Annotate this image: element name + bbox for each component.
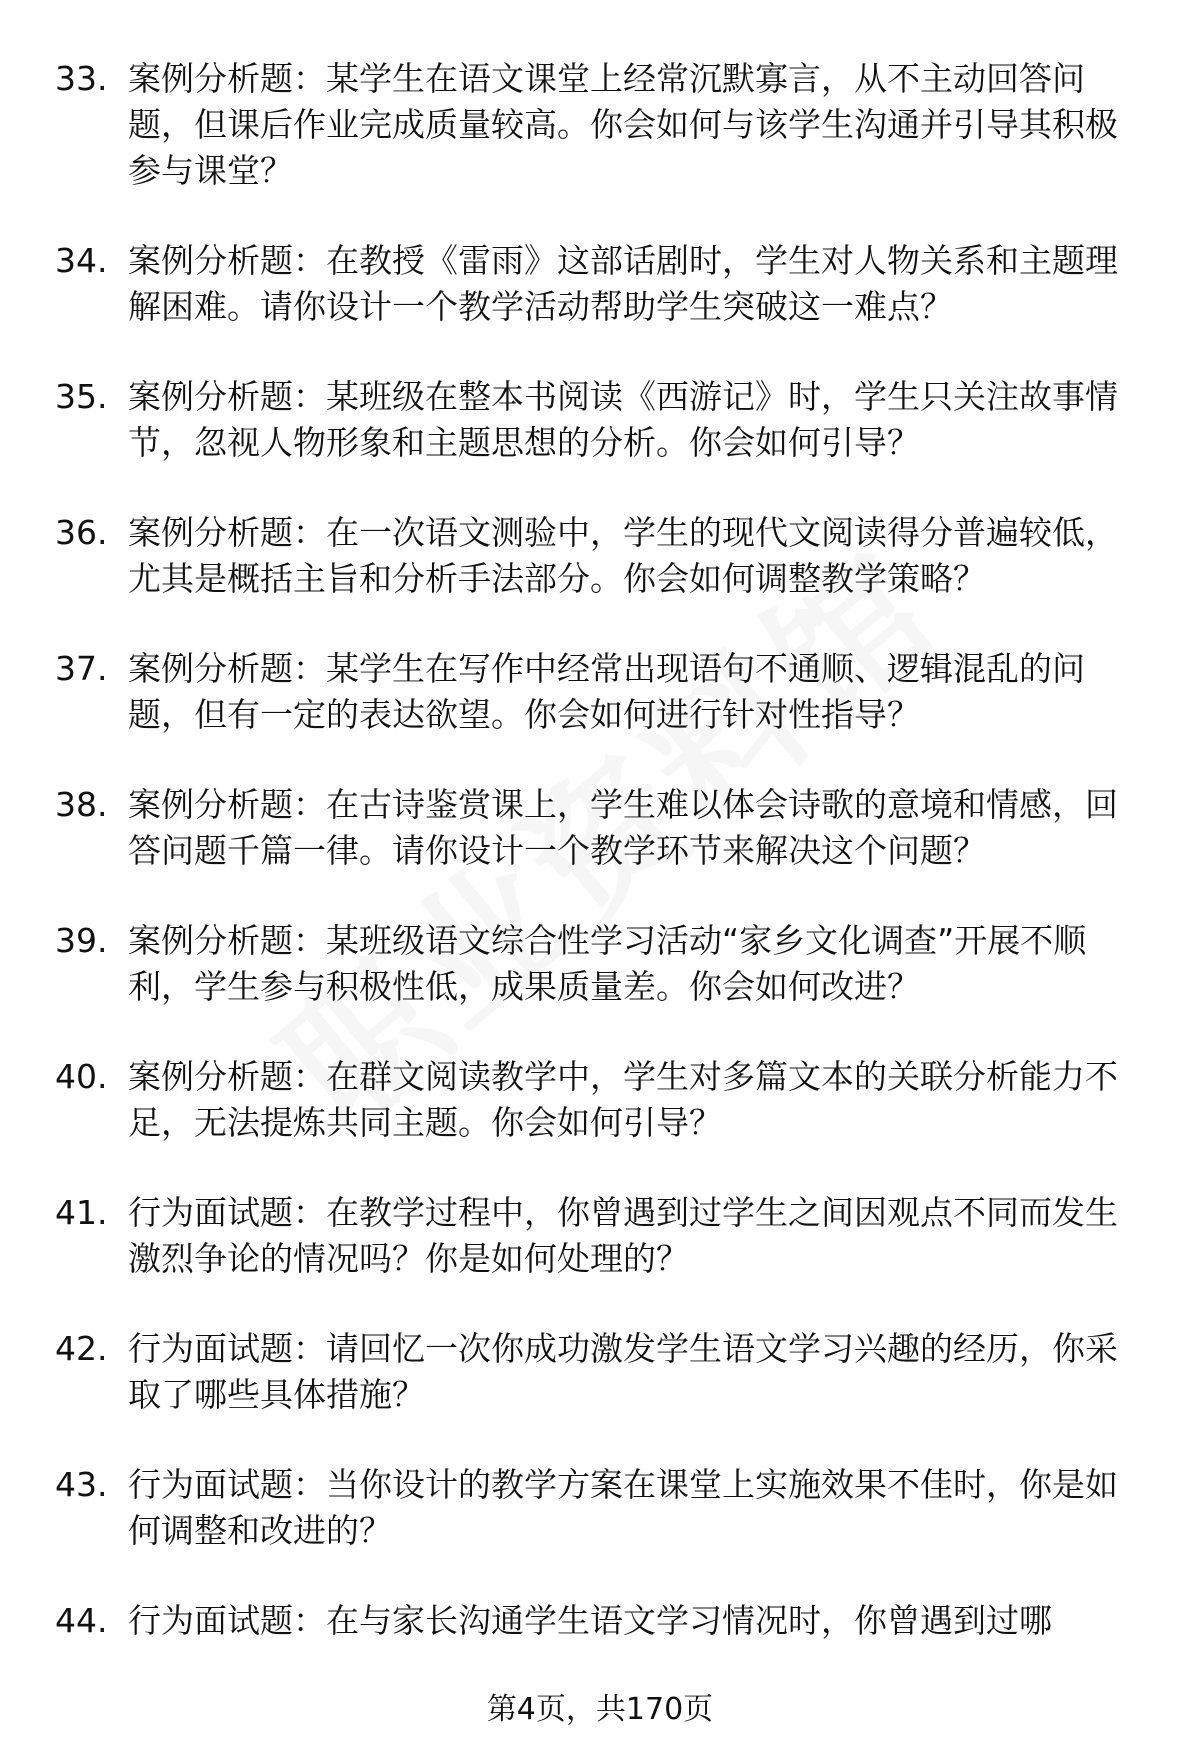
question-item: [0, 646, 1200, 738]
question-text: 案例分析题：在古诗鉴赏课上，学生难以体会诗歌的意境和情感，回答问题千篇一律。请你设计一个教学环节来解决这个问题？: [128, 785, 1118, 870]
question-text: 案例分析题：在一次语文测验中，学生的现代文阅读得分普遍较低，尤其是概括主旨和分析手法部分。你会如何调整教学策略？: [128, 513, 1118, 598]
question-text: 行为面试题：在教学过程中，你曾遇到过学生之间因观点不同而发生激烈争论的情况吗？你是如何处理的？: [128, 1193, 1118, 1278]
question-number: 44.: [55, 1601, 108, 1640]
question-text: 行为面试题：在与家长沟通学生语文学习情况时，你曾遇到过哪: [128, 1601, 1052, 1640]
question-number: 39.: [55, 921, 108, 960]
question-text: 案例分析题：在教授《雷雨》这部话剧时，学生对人物关系和主题理解困难。请你设计一个教学活动帮助学生突破这一难点？: [128, 241, 1118, 326]
question-item: [0, 1190, 1200, 1282]
question-number: 37.: [55, 649, 108, 688]
question-item: [0, 1326, 1200, 1418]
question-number: 33.: [55, 59, 108, 98]
question-number: 41.: [55, 1193, 108, 1232]
page-footer: 第4页，共170页: [486, 1692, 714, 1727]
question-text: 行为面试题：请回忆一次你成功激发学生语文学习兴趣的经历，你采取了哪些具体措施？: [128, 1329, 1118, 1414]
question-text: 案例分析题：某学生在写作中经常出现语句不通顺、逻辑混乱的问题，但有一定的表达欲望。你会如何进行针对性指导？: [128, 649, 1085, 734]
question-number: 34.: [55, 241, 108, 280]
question-text: 案例分析题：某班级在整本书阅读《西游记》时，学生只关注故事情节，忽视人物形象和主题思想的分析。你会如何引导？: [128, 377, 1118, 462]
question-item: [0, 1598, 1200, 1644]
question-item: [0, 782, 1200, 874]
question-text: 案例分析题：某班级语文综合性学习活动“家乡文化调查”开展不顺利，学生参与积极性低，成果质量差。你会如何改进？: [128, 921, 1087, 1006]
question-text: 案例分析题：某学生在语文课堂上经常沉默寡言，从不主动回答问题，但课后作业完成质量较高。你会如何与该学生沟通并引导其积极参与课堂？: [128, 59, 1118, 190]
question-number: 35.: [55, 377, 108, 416]
question-item: [0, 56, 1200, 194]
question-item: [0, 238, 1200, 330]
question-number: 38.: [55, 785, 108, 824]
question-number: 42.: [55, 1329, 108, 1368]
question-text: 行为面试题：当你设计的教学方案在课堂上实施效果不佳时，你是如何调整和改进的？: [128, 1465, 1118, 1550]
question-number: 36.: [55, 513, 108, 552]
question-text: 案例分析题：在群文阅读教学中，学生对多篇文本的关联分析能力不足，无法提炼共同主题。你会如何引导？: [128, 1057, 1118, 1142]
question-item: [0, 918, 1200, 1010]
question-list: [0, 56, 1200, 1688]
question-item: [0, 510, 1200, 602]
question-item: [0, 1462, 1200, 1554]
question-number: 43.: [55, 1465, 108, 1504]
question-item: [0, 374, 1200, 466]
question-number: 40.: [55, 1057, 108, 1096]
question-item: [0, 1054, 1200, 1146]
